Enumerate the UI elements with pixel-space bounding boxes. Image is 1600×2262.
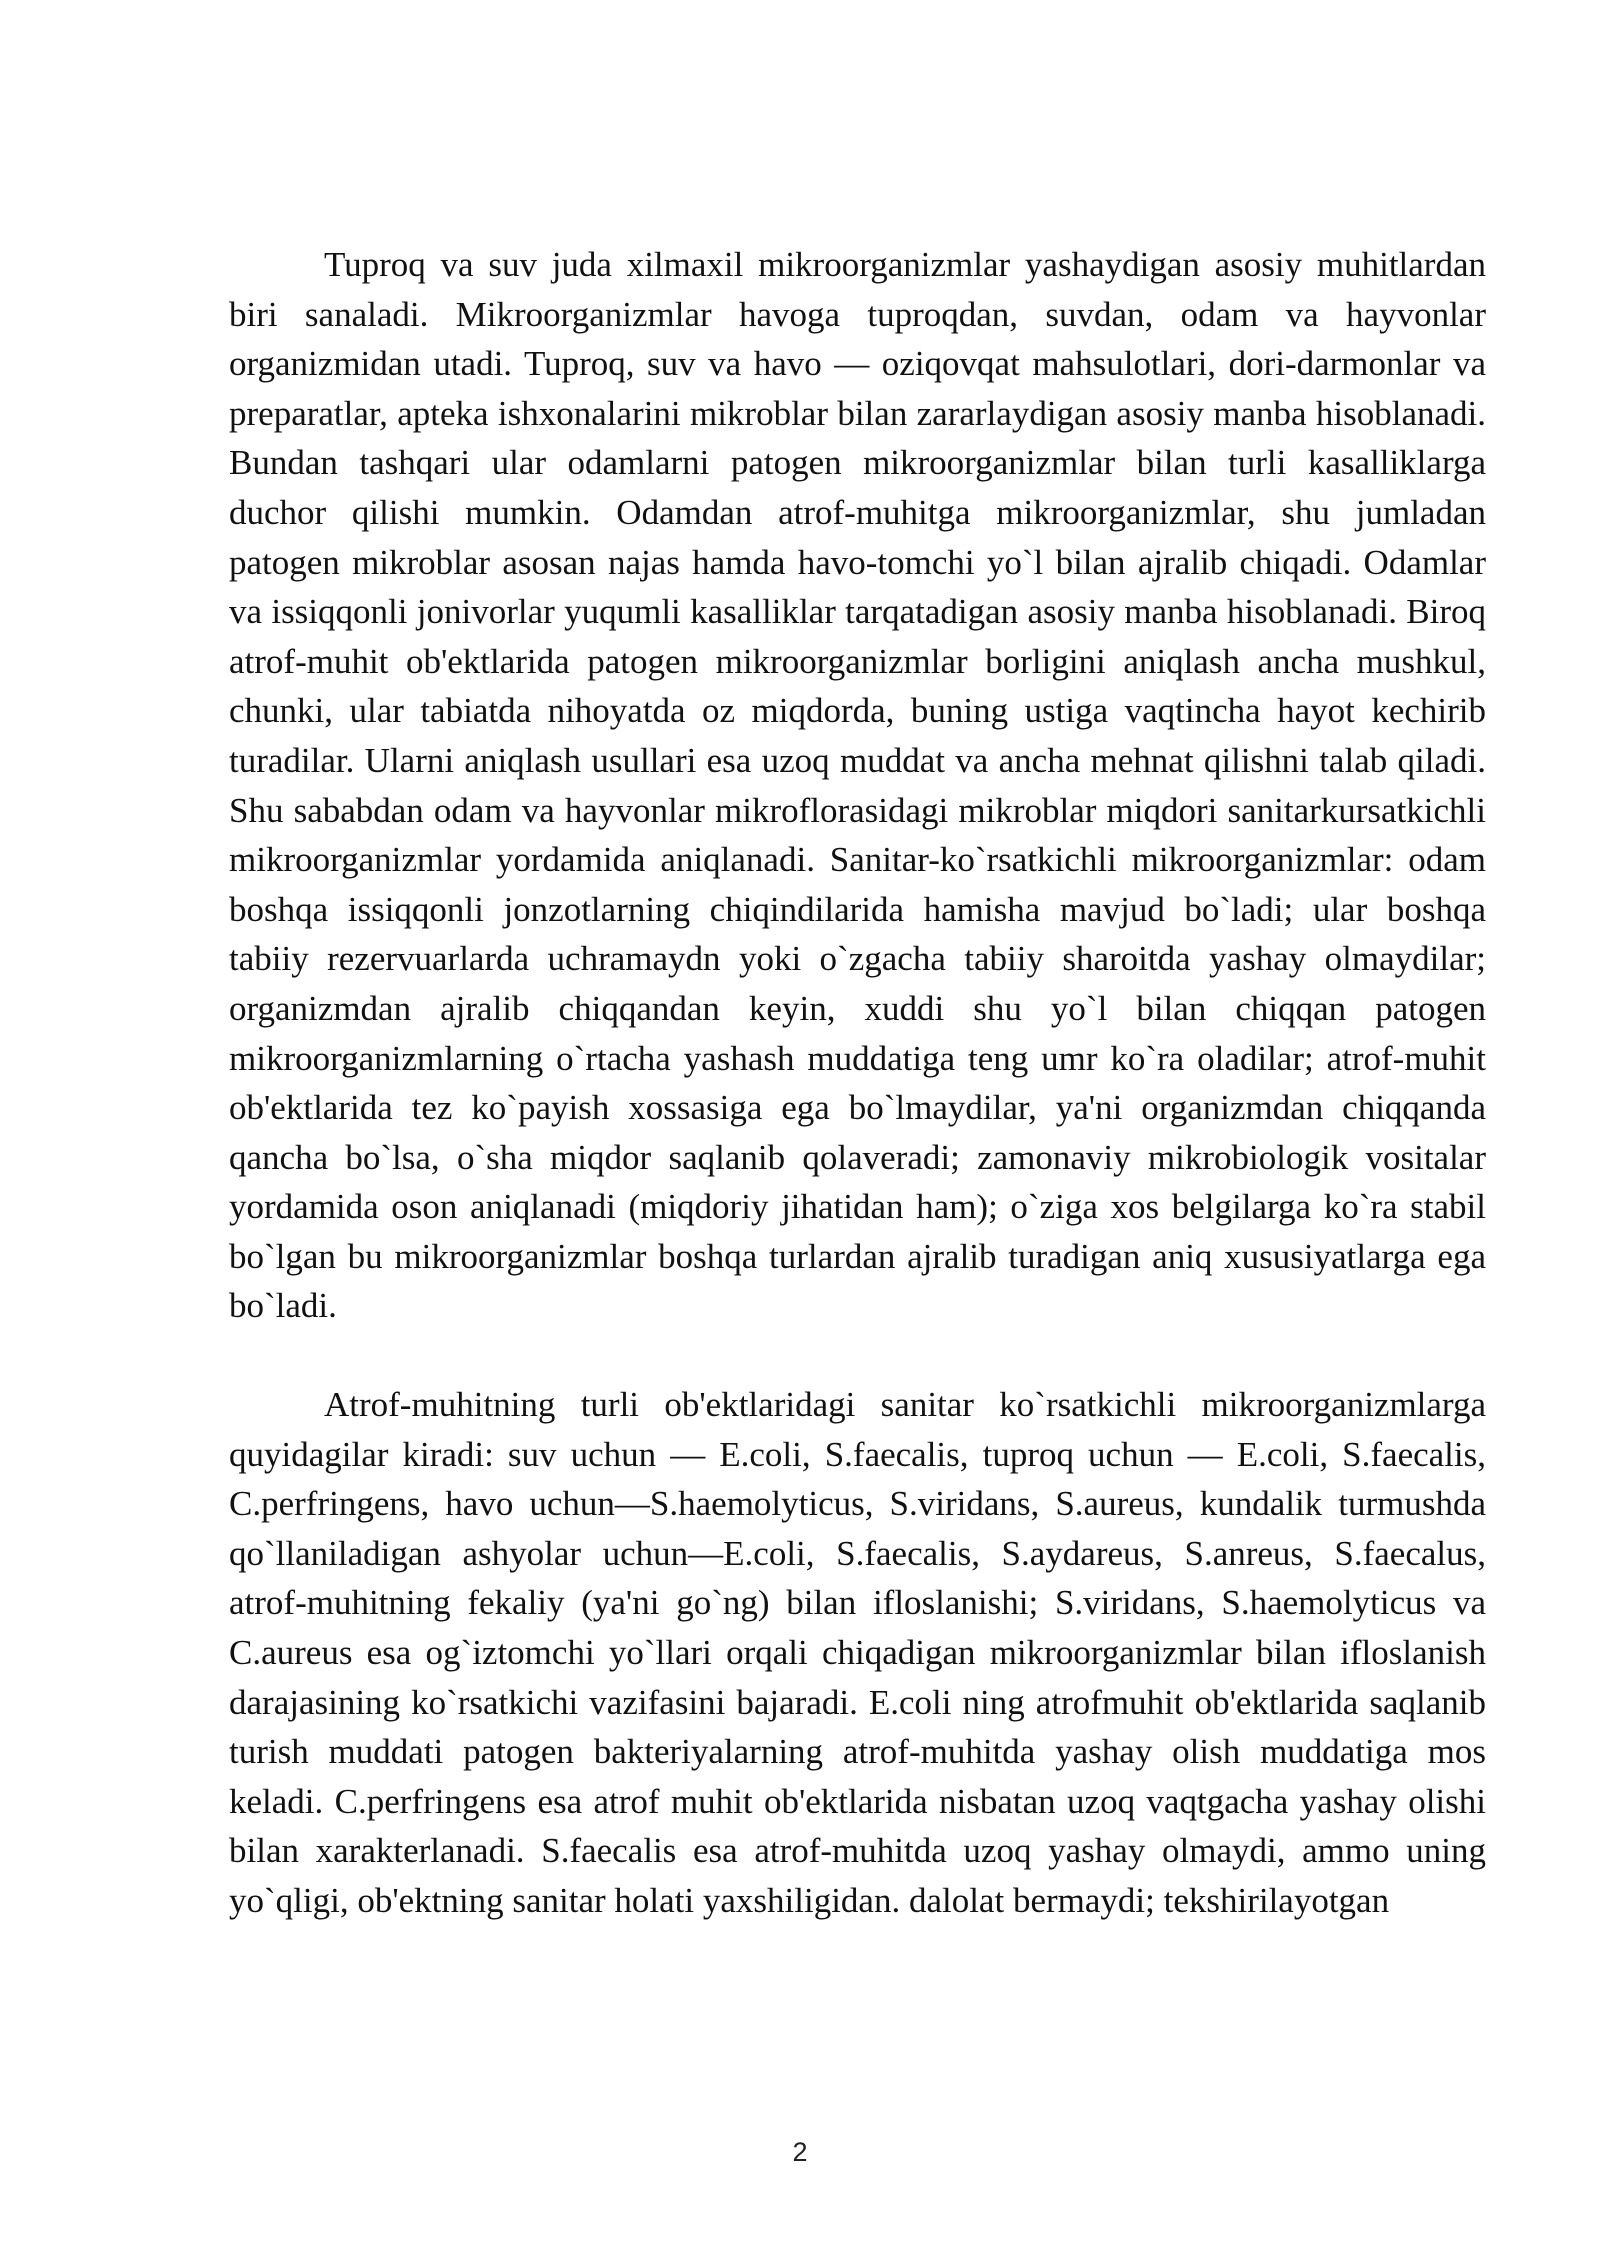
document-body bbox=[229, 240, 1486, 1926]
paragraph-indicator-species-list: Atrof-muhitning turli ob'ektlaridagi sanitar ko`rsatkichli mikroorganizmlarga quyidagilar kiradi: suv uchun — E.coli, S.faecalis, tuproq uchun — E.coli, S.faecalis, C.perfringens, havo uchun—S.haemolyticus, S.viridans, S.aureus, kundalik turmushda qo`llaniladigan ashyolar uchun—E.coli, S.faecalis, S.aydareus, S.anreus, S.faecalus, atrof-muhitning fekaliy (ya'ni go`ng) bilan ifloslanishi; S.viridans, S.haemolyticus va C.aureus esa og`iztomchi yo`llari orqali chiqadigan mikroorganizmlar bilan ifloslanish darajasining ko`rsatkichi vazifasini bajaradi. E.coli ning atrofmuhit ob'ektlarida saqlanib turish muddati patogen bakteriyalarning atrof-muhitda yashay olish muddatiga mos keladi. C.perfringens esa atrof muhit ob'ektlarida nisbatan uzoq vaqtgacha yashay olishi bilan xarakterlanadi. S.faecalis esa atrof-muhitda uzoq yashay olmaydi, ammo uning yo`qligi, ob'ektning sanitar holati yaxshiligidan. dalolat bermaydi; tekshirilayotgan bbox=[229, 1385, 1486, 1920]
page-number: 2 bbox=[792, 2137, 808, 2167]
paragraph-sanitary-indicator-microorganisms: Tuproq va suv juda xilmaxil mikroorganizmlar yashaydigan asosiy muhitlardan biri sanaladi. Mikroorganizmlar havoga tuproqdan, suvdan, odam va hayvonlar organizmidan utadi. Tuproq, suv va havo — oziqovqat mahsulotlari, dori-darmonlar va preparatlar, apteka ishxonalarini mikroblar bilan zararlaydigan asosiy manba hisoblanadi. Bundan tashqari ular odamlarni patogen mikroorganizmlar bilan turli kasalliklarga duchor qilishi mumkin. Odamdan atrof-muhitga mikroorganizmlar, shu jumladan patogen mikroblar asosan najas hamda havo-tomchi yo`l bilan ajralib chiqadi. Odamlar va issiqqonli jonivorlar yuqumli kasalliklar tarqatadigan asosiy manba hisoblanadi. Biroq atrof-muhit ob'ektlarida patogen mikroorganizmlar borligini aniqlash ancha mushkul, chunki, ular tabiatda nihoyatda oz miqdorda, buning ustiga vaqtincha hayot kechirib turadilar. Ularni aniqlash usullari esa uzoq muddat va ancha mehnat qilishni talab qiladi. Shu sababdan odam va hayvonlar mikroflorasidagi mikroblar miqdori sanitarkursatkichli mikroorganizmlar yordamida aniqlanadi. Sanitar-ko`rsatkichli mikroorganizmlar: odam boshqa issiqqonli jonzotlarning chiqindilarida hamisha mavjud bo`ladi; ular boshqa tabiiy rezervuarlarda uchramaydn yoki o`zgacha tabiiy sharoitda yashay olmaydilar; organizmdan ajralib chiqqandan keyin, xuddi shu yo`l bilan chiqqan patogen mikroorganizmlarning o`rtacha yashash muddatiga teng umr ko`ra oladilar; atrof-muhit ob'ektlarida tez ko`payish xossasiga ega bo`lmaydilar, ya'ni organizmdan chiqqanda qancha bo`lsa, o`sha miqdor saqlanib qolaveradi; zamonaviy mikrobiologik vositalar yordamida oson aniqlanadi (miqdoriy jihatidan ham); o`ziga xos belgilarga ko`ra stabil bo`lgan bu mikroorganizmlar boshqa turlardan ajralib turadigan aniq xususiyatlarga ega bo`ladi. bbox=[229, 245, 1486, 1326]
